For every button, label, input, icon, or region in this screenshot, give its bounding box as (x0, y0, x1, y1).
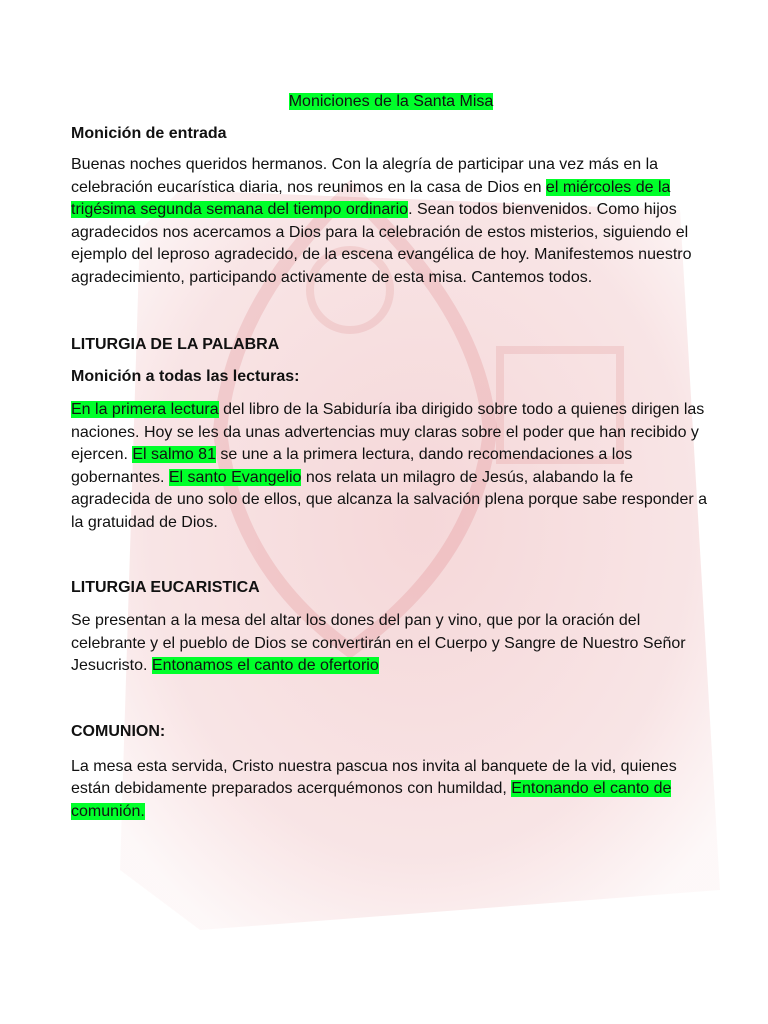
text: del libro de la Sabiduría iba dirigido sobre todo a quienes dirigen las naciones. Hoy se les da unas advertencias muy claras sobre el poder que han recibido y ejercen. (71, 401, 705, 463)
highlighted-text: Entonando el canto de comunión. (71, 780, 672, 820)
heading-liturgia-eucaristica: LITURGIA EUCARISTICA (71, 579, 260, 596)
paragraph-liturgia-eucaristica (71, 610, 711, 678)
heading-monicion-entrada: Monición de entrada (71, 125, 227, 142)
paragraph-monicion-entrada (71, 154, 711, 289)
heading-monicion-lecturas: Monición a todas las lecturas: (71, 368, 300, 385)
document-page (71, 92, 711, 823)
paragraph-comunion (71, 756, 711, 824)
text: nos relata un milagro de Jesús, alabando la fe agradecida de uno solo de ellos, que alcanza la salvación plena porque sabe responder a la gratuidad de Dios. (71, 468, 708, 531)
highlighted-text: el miércoles de la trigésima segunda semana del tiempo ordinario (71, 178, 671, 218)
highlighted-text: Entonamos el canto de ofertorio (151, 657, 379, 674)
text: La mesa esta servida, Cristo nuestra pascua nos invita al banquete de la vid, quienes están debidamente preparados acerquémonos con humildad, (71, 757, 677, 797)
document-title (71, 92, 711, 112)
heading-liturgia-palabra: LITURGIA DE LA PALABRA (71, 336, 280, 353)
highlighted-text: En la primera lectura (71, 401, 219, 418)
text: se une a la primera lectura, dando recomendaciones a los gobernantes. (71, 446, 633, 486)
text: Se presentan a la mesa del altar los dones del pan y vino, que por la oración del celebrante y el pueblo de Dios se convertirán en el Cuerpo y Sangre de Nuestro Señor Jesucristo. (71, 612, 686, 674)
text: Buenas noches queridos hermanos. Con la alegría de participar una vez más en la celebración eucarística diaria, nos reunimos en la casa de Dios en (71, 156, 659, 196)
highlighted-text: El santo Evangelio (168, 468, 302, 486)
paragraph-lecturas (71, 399, 711, 534)
highlighted-text: El salmo 81 (132, 446, 216, 463)
document-title-text: Moniciones de la Santa Misa (288, 93, 494, 110)
heading-comunion: COMUNION: (71, 722, 166, 740)
text: . Sean todos bienvenidos. Como hijos agradecidos nos acercamos a Dios para la celebración de estos misterios, siguiendo el ejemplo del leproso agradecido, de la escena evangélica de hoy. Manifestemos nuestro agradecimiento, participando activamente de esta misa. Cantemos todos. (71, 201, 692, 286)
